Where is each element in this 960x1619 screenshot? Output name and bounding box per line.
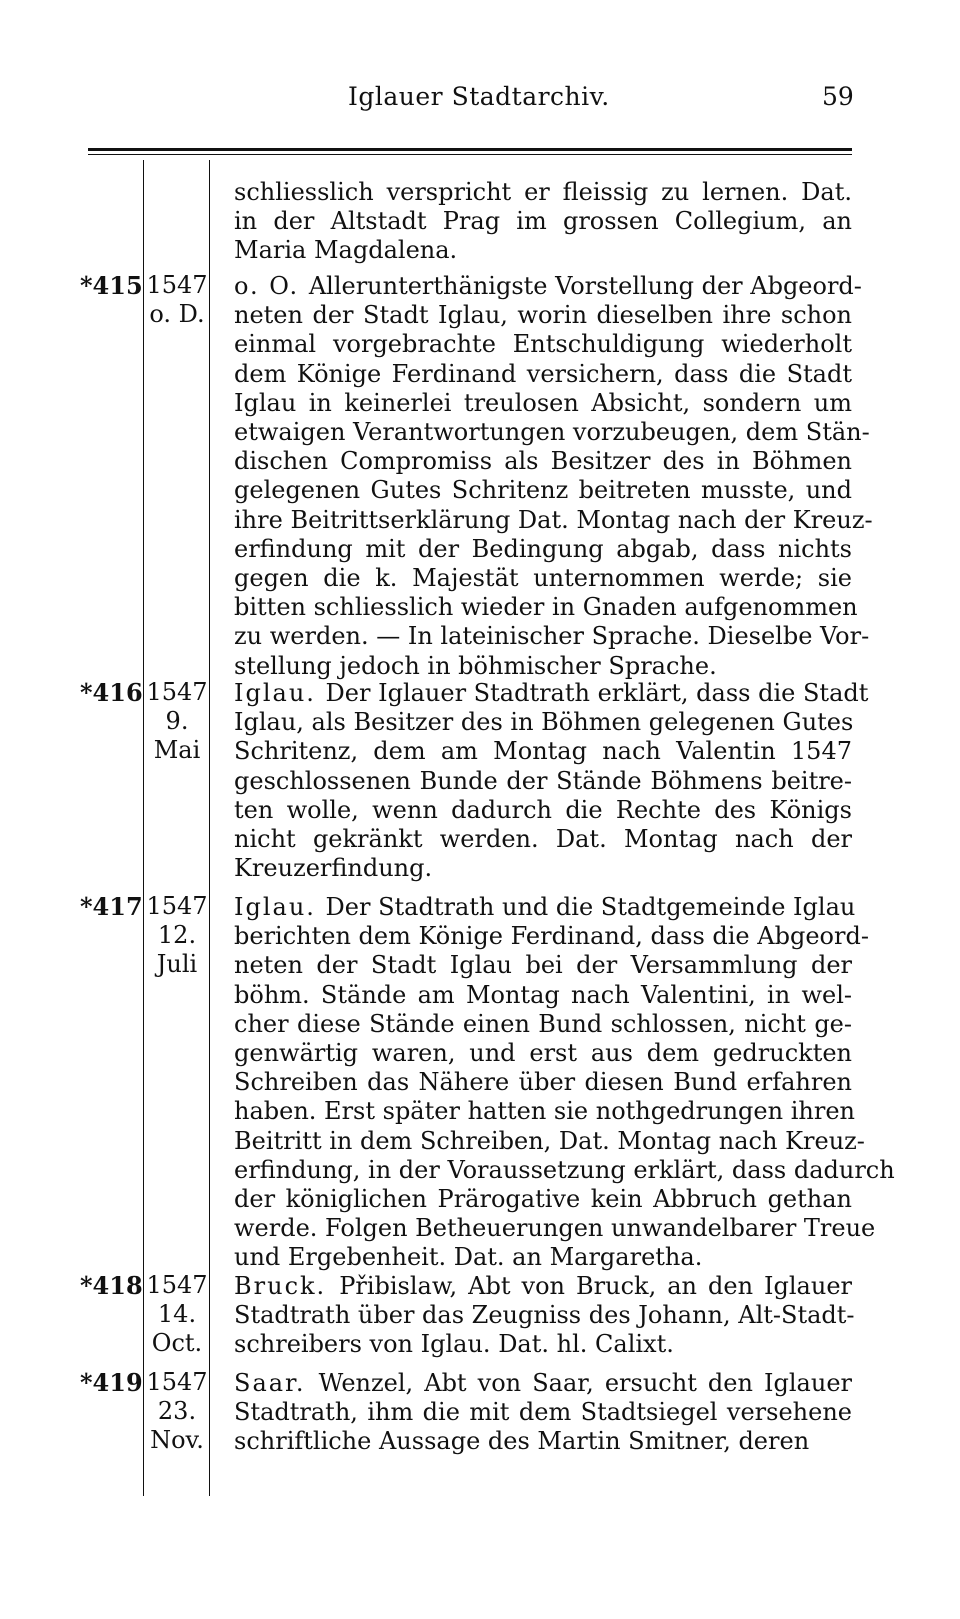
entry-date: [146, 678, 208, 765]
date-part: 1547: [146, 1368, 208, 1396]
entry-date: [146, 1368, 208, 1455]
text-line: haben. Erst später hatten sie nothgedrungen ihren: [234, 1097, 855, 1126]
date-part: 9.: [165, 707, 189, 735]
text-line: Beitritt in dem Schreiben, Dat. Montag nach Kreuz-: [234, 1126, 865, 1155]
text-line: geschlossenen Bunde der Stände Böhmens beitre-: [234, 766, 852, 795]
text-line: schreibers von Iglau. Dat. hl. Calixt.: [234, 1330, 674, 1359]
entry-text: [234, 272, 873, 681]
text-line: nicht gekränkt werden. Dat. Montag nach der: [234, 825, 852, 854]
text-line: Maria Magdalena.: [234, 236, 458, 265]
date-part: Juli: [156, 950, 198, 978]
text-line: gegen die k. Majestät unternommen werde; sie: [234, 564, 852, 593]
entry-text: [234, 1272, 855, 1360]
text-line: Iglau in keinerlei treulosen Absicht, sondern um: [234, 388, 852, 417]
entry-text: [234, 679, 869, 883]
text-line: Iglau. Der Stadtrath und die Stadtgemeinde Iglau: [234, 893, 856, 921]
header-rule-thin: [88, 154, 852, 155]
text-line: etwaigen Verantwortungen vorzubeugen, dem Stän-: [234, 418, 870, 447]
text-line: in der Altstadt Prag im grossen Collegium, an: [234, 207, 852, 236]
text-line: cher diese Stände einen Bund schlossen, nicht ge-: [234, 1009, 852, 1038]
entry-date: [146, 271, 208, 329]
entry-place: Saar.: [234, 1369, 319, 1397]
text-line: werde. Folgen Betheuerungen unwandelbarer Treue: [234, 1214, 876, 1243]
entry-text: [234, 1369, 852, 1457]
entry-date: [146, 1271, 208, 1358]
text-line: berichten dem Könige Ferdinand, dass die Abgeord-: [234, 922, 869, 951]
text-line: Iglau. Der Iglauer Stadtrath erklärt, dass die Stadt: [234, 679, 869, 707]
entry-place: Iglau.: [234, 893, 326, 921]
continuation-text: [234, 178, 852, 266]
text-line: neten der Stadt Iglau, worin dieselben ihre schon: [234, 301, 852, 330]
header-rule-thick: [88, 148, 852, 151]
text-line: gelegenen Gutes Schritenz beitreten musste, und: [234, 476, 852, 505]
date-part: Oct.: [151, 1329, 203, 1357]
page-number: 59: [822, 82, 854, 111]
text-line: böhm. Stände am Montag nach Valentini, in wel-: [234, 980, 852, 1009]
date-part: 23.: [157, 1397, 197, 1425]
column-divider-number-date: [143, 160, 144, 1496]
text-line: Saar. Wenzel, Abt von Saar, ersucht den Iglauer: [234, 1369, 852, 1397]
text-line: und Ergebenheit. Dat. an Margaretha.: [234, 1243, 703, 1272]
entry-number: *418: [80, 1271, 143, 1300]
text-line: stellung jedoch in böhmischer Sprache.: [234, 651, 717, 680]
date-part: Nov.: [150, 1426, 204, 1454]
running-title: Iglauer Stadtarchiv.: [348, 82, 610, 111]
entry-date: [146, 892, 208, 979]
text-line: Iglau, als Besitzer des in Böhmen gelegenen Gutes: [234, 708, 854, 737]
text-line: der königlichen Prärogative kein Abbruch gethan: [234, 1185, 852, 1214]
date-part: Mai: [153, 736, 201, 764]
entry-number: *416: [80, 678, 143, 707]
text-line: Stadtrath, ihm die mit dem Stadtsiegel versehene: [234, 1398, 852, 1427]
text-line: schliesslich verspricht er fleissig zu lernen. Dat.: [234, 178, 852, 206]
date-part: 1547: [146, 1271, 208, 1299]
text-line: Bruck. Přibislaw, Abt von Bruck, an den Iglauer: [234, 1272, 853, 1300]
entry-place: Bruck.: [234, 1272, 340, 1300]
text-line: Schritenz, dem am Montag nach Valentin 1547: [234, 737, 852, 766]
text-line: dem Könige Ferdinand versichern, dass die Stadt: [234, 359, 852, 388]
page-header: [0, 82, 960, 122]
text-line: neten der Stadt Iglau bei der Versammlung der: [234, 951, 852, 980]
text-line: schriftliche Aussage des Martin Smitner, deren: [234, 1427, 810, 1456]
date-part: 1547: [146, 678, 208, 706]
date-part: o. D.: [149, 300, 205, 328]
date-part: 1547: [146, 271, 208, 299]
column-divider-date-text: [209, 160, 210, 1496]
entry-number: *417: [80, 892, 143, 921]
entry-place: o. O.: [234, 272, 309, 300]
text-line: erfindung mit der Bedingung abgab, dass nichts: [234, 534, 852, 563]
text-line: erfindung, in der Voraussetzung erklärt, dass dadurch: [234, 1155, 895, 1184]
text-line: Kreuzerfindung.: [234, 854, 433, 883]
entry-number: *419: [80, 1368, 143, 1397]
text-line: ihre Beitrittserklärung Dat. Montag nach der Kreuz-: [234, 505, 873, 534]
text-line: Stadtrath über das Zeugniss des Johann, Alt-Stadt-: [234, 1301, 855, 1330]
date-part: 12.: [157, 921, 197, 949]
text-line: genwärtig waren, und erst aus dem gedruckten: [234, 1039, 852, 1068]
entry-number: *415: [80, 271, 143, 300]
text-line: o. O. Allerunterthänigste Vorstellung der Abgeord-: [234, 272, 862, 300]
text-line: Schreiben das Nähere über diesen Bund erfahren: [234, 1068, 852, 1097]
date-part: 14.: [157, 1300, 197, 1328]
text-line: dischen Compromiss als Besitzer des in Böhmen: [234, 447, 852, 476]
date-part: 1547: [146, 892, 208, 920]
text-line: ten wolle, wenn dadurch die Rechte des Königs: [234, 795, 852, 824]
entry-place: Iglau.: [234, 679, 326, 707]
entry-text: [234, 893, 895, 1273]
text-line: bitten schliesslich wieder in Gnaden aufgenommen: [234, 593, 858, 622]
text-line: zu werden. — In lateinischer Sprache. Dieselbe Vor-: [234, 622, 870, 651]
text-line: einmal vorgebrachte Entschuldigung wiederholt: [234, 330, 852, 359]
